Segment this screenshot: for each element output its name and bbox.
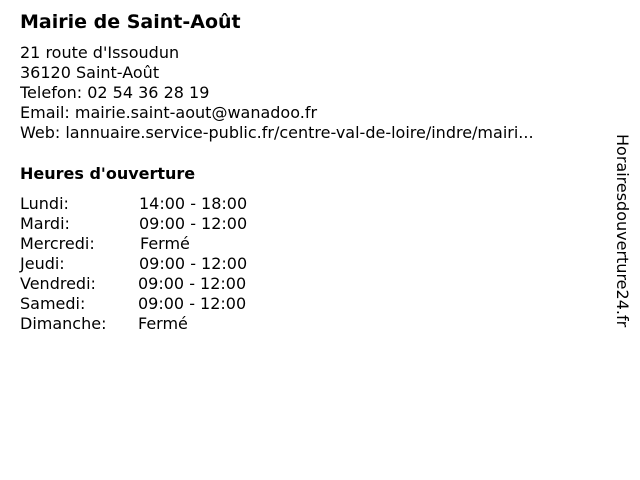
day-label: Dimanche: <box>20 314 107 333</box>
hours-row-friday <box>20 274 320 294</box>
day-label: Mardi: <box>20 214 70 233</box>
time-value: 09:00 - 12:00 <box>139 254 248 273</box>
hours-heading: Heures d'ouverture <box>20 164 196 183</box>
day-label: Vendredi: <box>20 274 96 293</box>
hours-row-sunday <box>20 314 320 334</box>
email-line: Email: mairie.saint-aout@wanadoo.fr <box>20 103 318 122</box>
day-label: Samedi: <box>20 294 86 313</box>
day-label: Lundi: <box>20 194 69 213</box>
site-brand-text: Horairesdouverture24.fr <box>613 134 632 328</box>
time-value: Fermé <box>140 234 190 253</box>
hours-row-saturday <box>20 294 320 314</box>
hours-row-monday <box>20 194 320 214</box>
page-title: Mairie de Saint-Août <box>20 11 241 33</box>
hours-row-thursday <box>20 254 320 274</box>
website-line: Web: lannuaire.service-public.fr/centre-val-de-loire/indre/mairi... <box>20 123 534 142</box>
time-value: Fermé <box>138 314 188 333</box>
city-address: 36120 Saint-Août <box>20 63 160 82</box>
street-address: 21 route d'Issoudun <box>20 43 180 62</box>
site-brand <box>612 134 632 370</box>
time-value: 14:00 - 18:00 <box>139 194 248 213</box>
opening-hours-table <box>20 194 320 334</box>
hours-row-wednesday <box>20 234 320 254</box>
time-value: 09:00 - 12:00 <box>138 274 247 293</box>
contact-block <box>20 43 595 143</box>
time-value: 09:00 - 12:00 <box>138 294 247 313</box>
day-label: Jeudi: <box>20 254 65 273</box>
day-label: Mercredi: <box>20 234 95 253</box>
phone-line: Telefon: 02 54 36 28 19 <box>20 83 210 102</box>
time-value: 09:00 - 12:00 <box>139 214 248 233</box>
hours-row-tuesday <box>20 214 320 234</box>
